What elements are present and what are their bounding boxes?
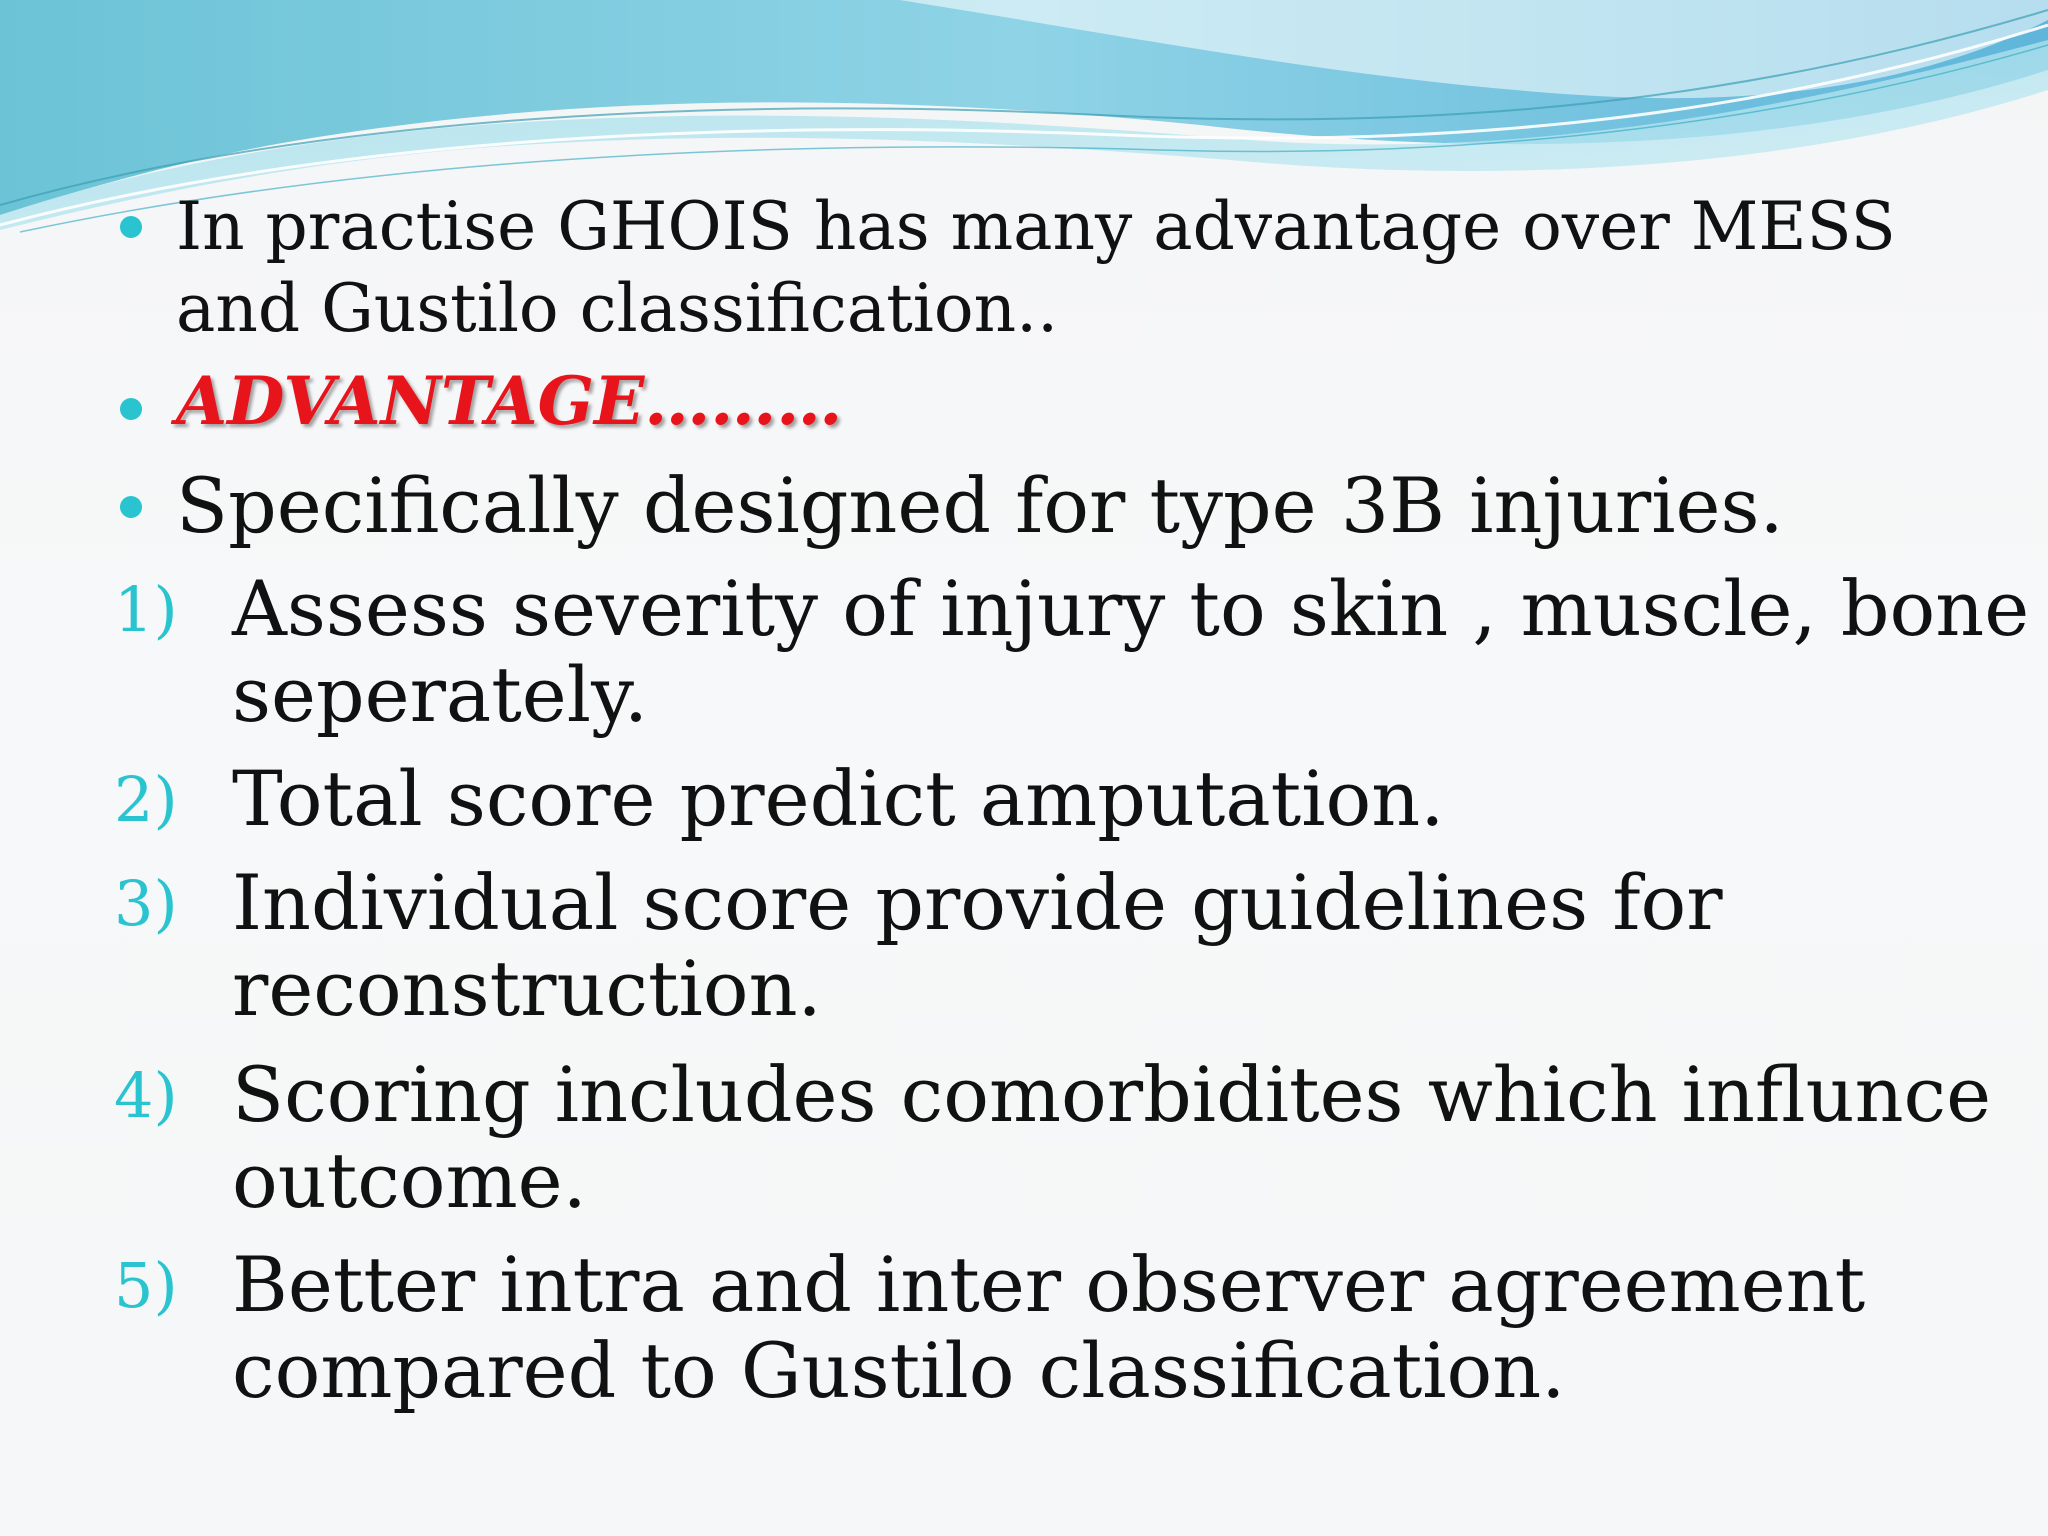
- item-text: [232, 1052, 1991, 1224]
- numbered-item: [114, 756, 1444, 844]
- bullet-text: [176, 186, 1896, 350]
- item-line: reconstruction.: [232, 944, 822, 1033]
- item-line: compared to Gustilo classification.: [232, 1326, 1566, 1415]
- item-line: seperately.: [232, 650, 649, 739]
- bullet-dot-icon: [120, 496, 142, 518]
- numbered-item: [114, 1242, 1865, 1414]
- bullet-line: and Gustilo classification..: [176, 270, 1059, 347]
- bullet-dot-icon: [120, 398, 142, 420]
- bullet-item-advantage: [120, 360, 842, 442]
- bullet-item: [120, 186, 1896, 350]
- item-marker: 3): [114, 867, 178, 940]
- numbered-item: [114, 860, 1723, 1032]
- item-marker: 4): [114, 1059, 178, 1132]
- item-line: Assess severity of injury to skin , muscle, bone: [232, 564, 2030, 653]
- numbered-item: [114, 1052, 1991, 1224]
- item-line: Total score predict amputation.: [232, 754, 1445, 843]
- numbered-item: [114, 566, 2029, 738]
- advantage-heading: ADVANTAGE………: [176, 362, 843, 440]
- bullet-line: In practise GHOIS has many advantage over MESS: [176, 188, 1896, 265]
- item-marker: 2): [114, 763, 178, 836]
- item-line: Individual score provide guidelines for: [232, 858, 1723, 947]
- item-line: Scoring includes comorbidites which influnce: [232, 1050, 1992, 1139]
- item-marker: 5): [114, 1249, 178, 1322]
- item-text: [232, 860, 1723, 1032]
- bullet-item: [120, 458, 1784, 554]
- item-text: [232, 756, 1444, 842]
- item-marker: 1): [114, 573, 178, 646]
- item-line: outcome.: [232, 1136, 587, 1225]
- bullet-text: Specifically designed for type 3B injuries.: [176, 461, 1784, 550]
- item-text: [232, 566, 2029, 738]
- item-line: Better intra and inter observer agreement: [232, 1240, 1866, 1329]
- item-text: [232, 1242, 1865, 1414]
- bullet-dot-icon: [120, 216, 142, 238]
